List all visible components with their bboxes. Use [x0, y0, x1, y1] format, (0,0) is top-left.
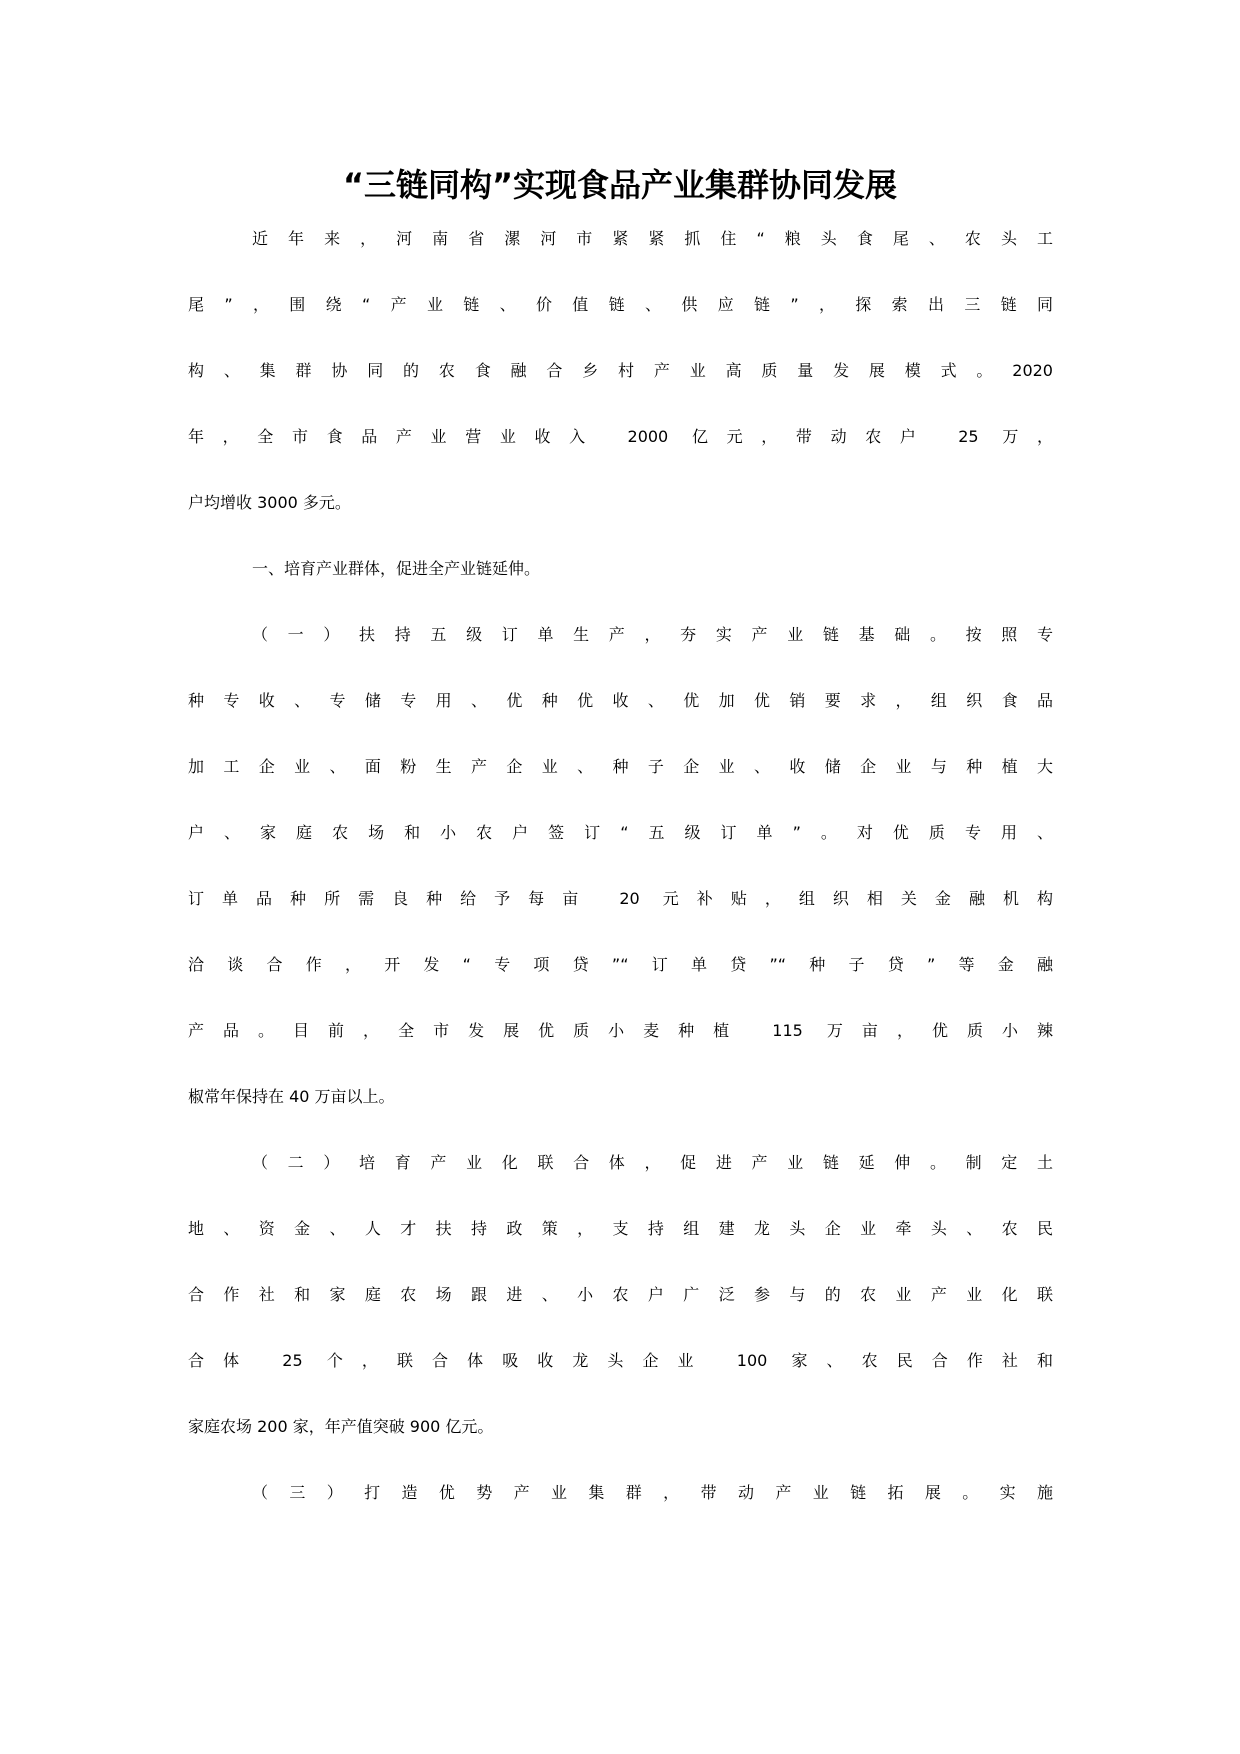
text-line: 合作社和家庭农场跟进、小农户广泛参与的农业产业化联	[188, 1285, 1053, 1304]
text-line: 一、培育产业群体，促进全产业链延伸。	[252, 559, 541, 578]
text-line: （二）培育产业化联合体，促进产业链延伸。制定土	[252, 1153, 1053, 1172]
text-line: 种专收、专储专用、优种优收、优加优销要求，组织食品	[188, 691, 1053, 710]
text-line: 洽谈合作，开发“专项贷”“订单贷”“种子贷”等金融	[188, 955, 1053, 974]
text-line: （一）扶持五级订单生产，夯实产业链基础。按照专	[252, 625, 1053, 644]
text-line: 户、家庭农场和小农户签订“五级订单”。对优质专用、	[188, 823, 1053, 842]
text-line: 合体 25 个，联合体吸收龙头企业 100 家、农民合作社和	[188, 1351, 1053, 1370]
paragraph-subsection-1	[188, 622, 1053, 1150]
text-line: 户均增收 3000 多元。	[188, 493, 351, 512]
text-line: 近年来，河南省漯河市紧紧抓住“粮头食尾、农头工	[252, 229, 1053, 248]
text-line: （三）打造优势产业集群，带动产业链拓展。实施	[252, 1483, 1053, 1502]
paragraph-intro	[188, 226, 1053, 556]
section-heading-1	[188, 556, 1053, 622]
text-line: 椒常年保持在 40 万亩以上。	[188, 1087, 395, 1106]
text-line: 加工企业、面粉生产企业、种子企业、收储企业与种植大	[188, 757, 1053, 776]
text-line: 构、集群协同的农食融合乡村产业高质量发展模式。2020	[188, 361, 1053, 380]
text-line: 年，全市食品产业营业收入 2000 亿元，带动农户 25 万，	[188, 427, 1053, 446]
text-line: 地、资金、人才扶持政策，支持组建龙头企业牵头、农民	[188, 1219, 1053, 1238]
text-line: 尾”，围绕“产业链、价值链、供应链”，探索出三链同	[188, 295, 1053, 314]
text-line: 订单品种所需良种给予每亩 20 元补贴，组织相关金融机构	[188, 889, 1053, 908]
text-line: 产品。目前，全市发展优质小麦种植 115 万亩，优质小辣	[188, 1021, 1053, 1040]
text-line: 家庭农场 200 家，年产值突破 900 亿元。	[188, 1417, 494, 1436]
paragraph-subsection-2	[188, 1150, 1053, 1480]
paragraph-subsection-3	[188, 1480, 1053, 1546]
document-title: “三链同构”实现食品产业集群协同发展	[342, 166, 898, 204]
document-body	[188, 226, 1053, 1546]
